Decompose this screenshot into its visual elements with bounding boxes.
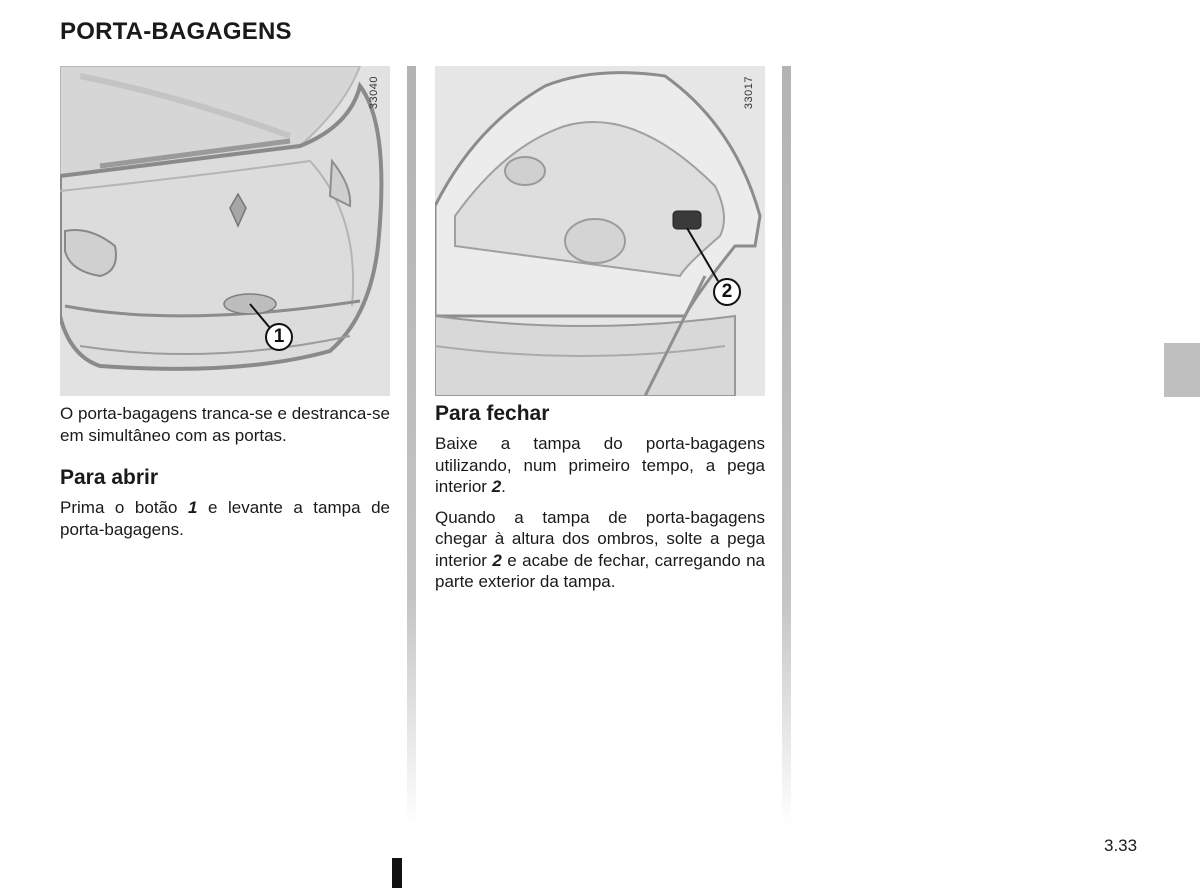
- column-divider: [407, 66, 416, 826]
- ref-button-1: 1: [187, 498, 198, 517]
- intro-paragraph: O porta-bagagens tranca-se e destranca-se em simultâneo com as portas.: [60, 404, 390, 445]
- figure-number: 33040: [368, 76, 380, 110]
- section-tab-marker: [1164, 343, 1200, 397]
- page-title: PORTA-BAGAGENS: [60, 18, 292, 45]
- callout-2: 2: [713, 278, 741, 306]
- close-p1-text-1: Baixe a tampa do porta-bagagens utilizando, num primeiro tempo, a pega interior: [435, 434, 765, 496]
- close-p1-text-2: .: [501, 477, 506, 496]
- car-rear-illustration: [60, 66, 390, 396]
- car-rear-drawing: [60, 66, 390, 396]
- tailgate-drawing: [435, 66, 765, 396]
- page-number: 3.33: [1104, 836, 1138, 855]
- page-edge-mark: [392, 858, 402, 888]
- close-paragraph-1: [435, 433, 765, 498]
- column-divider: [782, 66, 791, 826]
- ref-handle-2: 2: [491, 477, 502, 496]
- tailgate-interior-illustration: [435, 66, 765, 396]
- figure-number: 33017: [743, 76, 755, 110]
- open-text-1: Prima o botão: [60, 498, 188, 517]
- close-p2-text-2: e acabe de fechar, carregando na parte exterior da tampa.: [435, 550, 766, 591]
- ref-handle-2b: 2: [492, 550, 502, 570]
- close-p2-text-1: Quando a tampa de porta-bagagens chegar à altura dos ombros, solte a pega interior: [435, 507, 765, 570]
- section-heading-close: Para fechar: [435, 402, 550, 425]
- callout-1: 1: [265, 323, 293, 351]
- open-text-2: e levante a tampa de porta-bagagens.: [60, 498, 390, 539]
- right-column: [435, 66, 765, 593]
- close-paragraph-2: [435, 507, 765, 593]
- open-instructions: [60, 497, 390, 540]
- left-column: [60, 66, 390, 540]
- section-heading-open: Para abrir: [60, 466, 159, 489]
